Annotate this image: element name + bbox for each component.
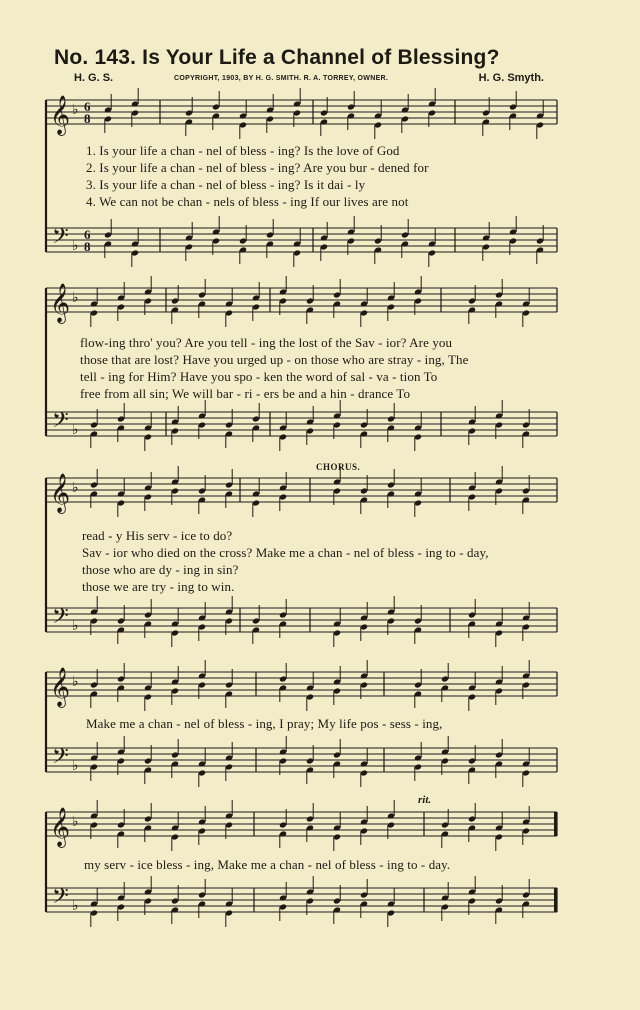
copyright-notice: COPYRIGHT, 1903, BY H. G. SMITH. R. A. TORREY, OWNER. bbox=[174, 75, 389, 82]
flat-icon: ♭ bbox=[72, 422, 79, 438]
bass-clef-icon: 𝄢 bbox=[52, 604, 69, 634]
flat-icon: ♭ bbox=[72, 102, 79, 118]
lyric-system2-verse3: tell - ing for Him? Have you spo - ken the word of sal - va - tion To bbox=[80, 369, 438, 384]
composer-credit: H. G. Smyth. bbox=[478, 72, 544, 84]
time-signature: 8 bbox=[84, 111, 91, 126]
time-signature: 8 bbox=[84, 239, 91, 254]
lyric-system4: Make me a chan - nel of bless - ing, I pray; My life pos - sess - ing, bbox=[86, 716, 443, 731]
lyric-system1-verse2: 2. Is your life a chan - nel of bless - ing? Are you bur - dened for bbox=[86, 160, 429, 175]
treble-clef-icon: 𝄞 bbox=[50, 667, 71, 707]
lyric-system3-verse1: read - y His serv - ice to do? bbox=[82, 528, 233, 543]
lyric-system1-verse3: 3. Is your life a chan - nel of bless - ing? Is it dai - ly bbox=[86, 177, 366, 192]
flat-icon: ♭ bbox=[72, 758, 79, 774]
lyric-system3-verse2: Sav - ior who died on the cross? Make me a chan - nel of bless - ing to - day, bbox=[82, 545, 489, 560]
lyric-system2-verse4: free from all sin; We will bar - ri - ers be and a hin - drance To bbox=[80, 386, 411, 401]
lyric-system5: my serv - ice bless - ing, Make me a chan - nel of bless - ing to - day. bbox=[84, 857, 451, 872]
flat-icon: ♭ bbox=[72, 618, 79, 634]
ritardando-marking: rit. bbox=[418, 794, 432, 806]
treble-clef-icon: 𝄞 bbox=[50, 283, 71, 323]
lyric-system2-verse1: flow-ing thro' you? Are you tell - ing the lost of the Sav - ior? Are you bbox=[80, 335, 453, 350]
lyric-system2-verse2: those that are lost? Have you urged up - on those who are stray - ing, The bbox=[80, 352, 469, 367]
time-signature: 6 bbox=[84, 227, 91, 242]
lyric-system1-verse4: 4. We can not be chan - nels of bless - ing If our lives are not bbox=[86, 194, 409, 209]
hymn-title: No. 143. Is Your Life a Channel of Blessing? bbox=[54, 46, 500, 69]
treble-clef-icon: 𝄞 bbox=[50, 473, 71, 513]
bass-clef-icon: 𝄢 bbox=[52, 744, 69, 774]
flat-icon: ♭ bbox=[72, 238, 79, 254]
chorus-label: CHORUS. bbox=[316, 462, 361, 472]
final-barline bbox=[554, 812, 558, 836]
flat-icon: ♭ bbox=[72, 290, 79, 306]
time-signature: 6 bbox=[84, 99, 91, 114]
final-barline bbox=[554, 888, 558, 912]
lyric-system3-verse4: those we are try - ing to win. bbox=[82, 579, 235, 594]
flat-icon: ♭ bbox=[72, 814, 79, 830]
flat-icon: ♭ bbox=[72, 674, 79, 690]
lyric-system1-verse1: 1. Is your life a chan - nel of bless - ing? Is the love of God bbox=[86, 143, 400, 158]
treble-clef-icon: 𝄞 bbox=[50, 95, 71, 135]
bass-clef-icon: 𝄢 bbox=[52, 884, 69, 914]
bass-clef-icon: 𝄢 bbox=[52, 224, 69, 254]
flat-icon: ♭ bbox=[72, 898, 79, 914]
treble-clef-icon: 𝄞 bbox=[50, 807, 71, 847]
author-credit: H. G. S. bbox=[74, 72, 114, 84]
bass-clef-icon: 𝄢 bbox=[52, 408, 69, 438]
lyric-system3-verse3: those who are dy - ing in sin? bbox=[82, 562, 239, 577]
flat-icon: ♭ bbox=[72, 480, 79, 496]
